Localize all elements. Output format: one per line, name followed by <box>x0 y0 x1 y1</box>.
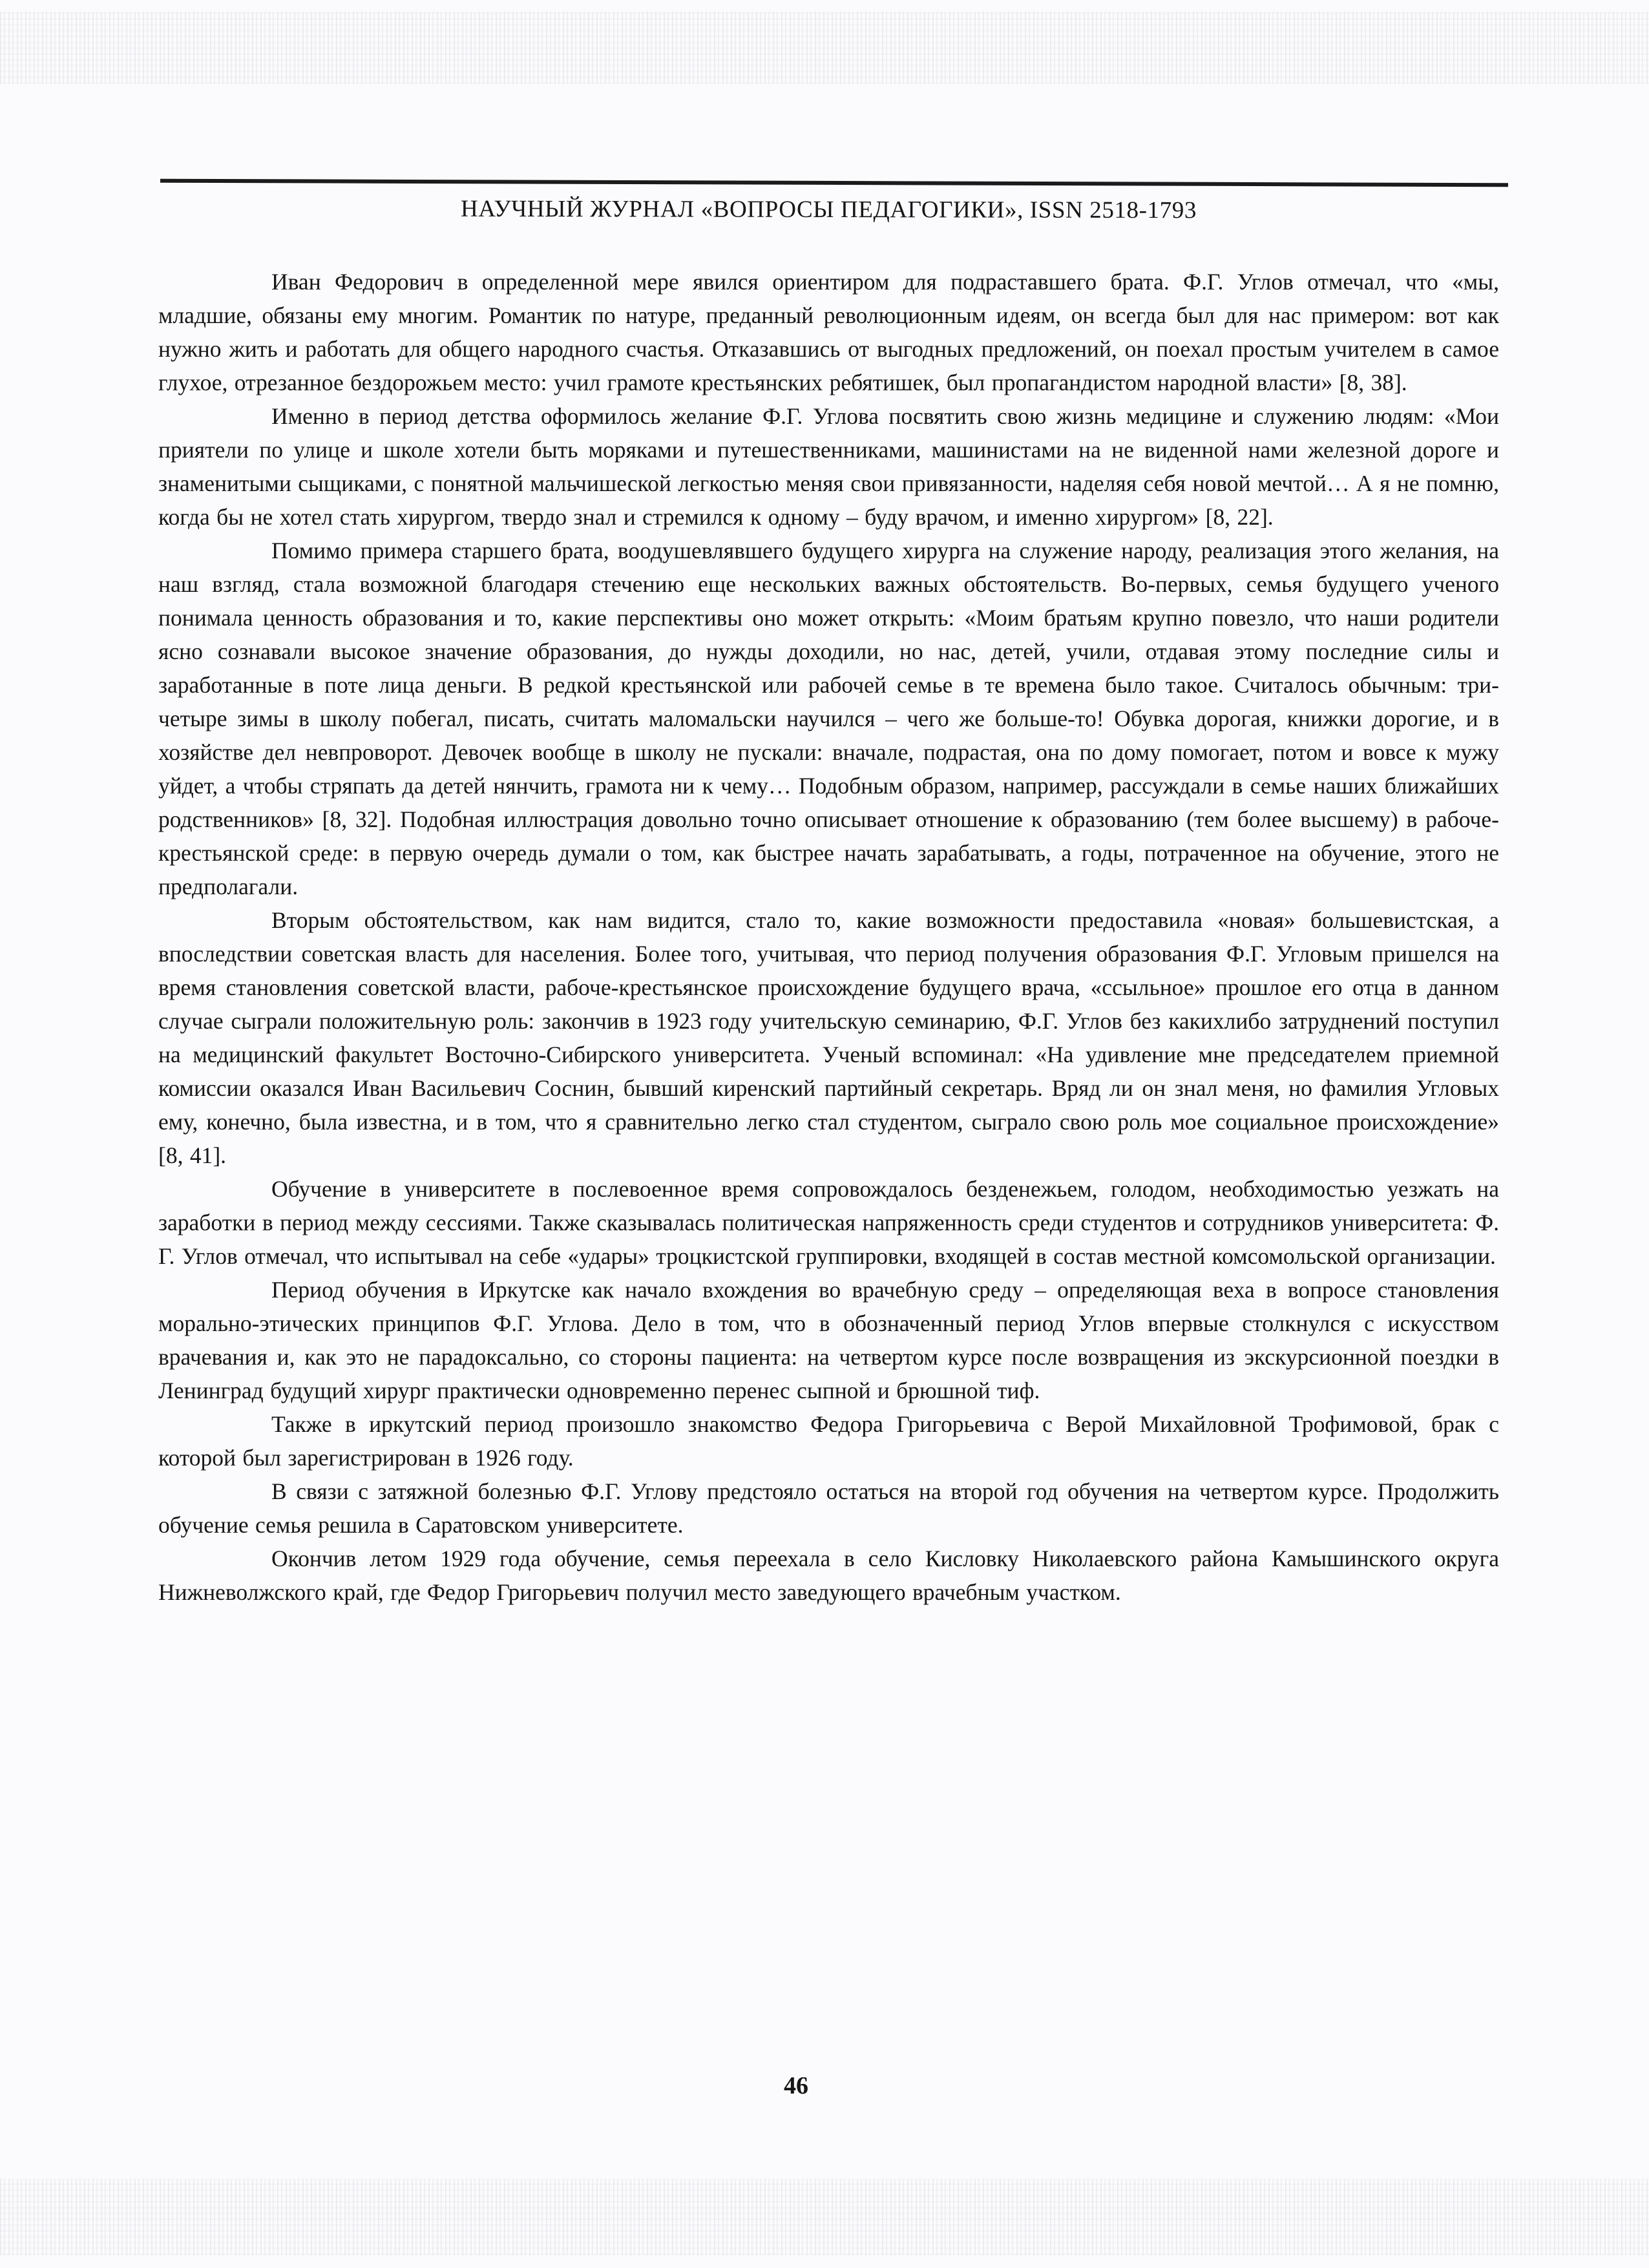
paragraph: Иван Федорович в определенной мере явился ориентиром для подраставшего брата. Ф.Г. Углов отмечал, что «мы, младшие, обязаны ему многим. Романтик по натуре, преданный революционным идеям, он всегда был для нас примером: вот как нужно жить и работать для общего народного счастья. Отказавшись от выгодных предложений, он поехал простым учителем в самое глухое, отрезанное бездорожьем место: учил грамоте крестьянских ребятишек, был пропагандистом народной власти» [8, 38]. <box>158 269 1499 395</box>
paragraph: Также в иркутский период произошло знакомство Федора Григорьевича с Верой Михайловной Трофимовой, брак с которой был зарегистрирован в 1926 году. <box>158 1411 1499 1471</box>
header-divider-rule <box>160 179 1508 187</box>
paragraph: В связи с затяжной болезнью Ф.Г. Углову предстояло остаться на второй год обучения на четвертом курсе. Продолжить обучение семья решила в Саратовском университете. <box>158 1478 1499 1538</box>
paragraph: Окончив летом 1929 года обучение, семья переехала в село Кисловку Николаевского района Камышинского округа Нижневолжского край, где Федор Григорьевич получил место заведующего врачебным участком. <box>158 1546 1499 1605</box>
paragraph: Вторым обстоятельством, как нам видится, стало то, какие возможности предоставила «новая» большевистская, а впоследствии советская власть для населения. Более того, учитывая, что период получения образования Ф.Г. Угловым пришелся на время становления советской власти, рабоче-крестьянское происхождение будущего врача, «ссыльное» прошлое его отца в данном случае сыграли положительную роль: закончив в 1923 году учительскую семинарию, Ф.Г. Углов без какихлибо затруднений поступил на медицинский факультет Восточно-Сибирского университета. Ученый вспоминал: «На удивление мне председателем приемной комиссии оказался Иван Васильевич Соснин, бывший киренский партийный секретарь. Вряд ли он знал меня, но фамилия Угловых ему, конечно, была известна, и в том, что я сравнительно легко стал студентом, сыграло свою роль мое социальное происхождение» [8, 41]. <box>158 907 1499 1168</box>
scan-noise-bottom <box>0 2179 1649 2255</box>
article-body <box>158 265 1499 1609</box>
journal-header-title: НАУЧНЫЙ ЖУРНАЛ «ВОПРОСЫ ПЕДАГОГИКИ», ISSN 2518-1793 <box>460 195 1197 224</box>
page-number: 46 <box>784 2072 808 2099</box>
scan-noise-top <box>0 12 1649 84</box>
paragraph: Период обучения в Иркутске как начало вхождения во врачебную среду – определяющая веха в вопросе становления морально-этических принципов Ф.Г. Углова. Дело в том, что в обозначенный период Углов впервые столкнулся с искусством врачевания и, как это не парадоксально, со стороны пациента: на четвертом курсе после возвращения из экскурсионной поездки в Ленинград будущий хирург практически одновременно перенес сыпной и брюшной тиф. <box>158 1277 1499 1403</box>
paragraph: Помимо примера старшего брата, воодушевлявшего будущего хирурга на служение народу, реализация этого желания, на наш взгляд, стала возможной благодаря стечению еще нескольких важных обстоятельств. Во-первых, семья будущего ученого понимала ценность образования и то, какие перспективы оно может открыть: «Моим братьям крупно повезло, что наши родители ясно сознавали высокое значение образования, до нужды доходили, но нас, детей, учили, отдавая этому последние силы и заработанные в поте лица деньги. В редкой крестьянской или рабочей семье в те времена было такое. Считалось обычным: три-четыре зимы в школу побегал, писать, считать маломальски научился – чего же больше-то! Обувка дорогая, книжки дорогие, и в хозяйстве дел невпроворот. Девочек вообще в школу не пускали: вначале, подрастая, она по дому помогает, потом и вовсе к мужу уйдет, а чтобы стряпать да детей нянчить, грамота ни к чему… Подобным образом, например, рассуждали в семье наших ближайших родственников» [8, 32]. Подобная иллюстрация довольно точно описывает отношение к образованию (тем более высшему) в рабоче-крестьянской среде: в первую очередь думали о том, как быстрее начать зарабатывать, а годы, потраченное на обучение, этого не предполагали. <box>158 538 1499 899</box>
paragraph: Именно в период детства оформилось желание Ф.Г. Углова посвятить свою жизнь медицине и служению людям: «Мои приятели по улице и школе хотели быть моряками и путешественниками, машинистами на не виденной нами железной дороге и знаменитыми сыщиками, с понятной мальчишеской легкостью меняя свои привязанности, наделяя себя новой мечтой… А я не помню, когда бы не хотел стать хирургом, твердо знал и стремился к одному – буду врачом, и именно хирургом» [8, 22]. <box>158 403 1499 530</box>
paragraph: Обучение в университете в послевоенное время сопровождалось безденежьем, голодом, необходимостью уезжать на заработки в период между сессиями. Также сказывалась политическая напряженность среди студентов и сотрудников университета: Ф. Г. Углов отмечал, что испытывал на себе «удары» троцкистской группировки, входящей в состав местной комсомольской организации. <box>158 1176 1499 1269</box>
